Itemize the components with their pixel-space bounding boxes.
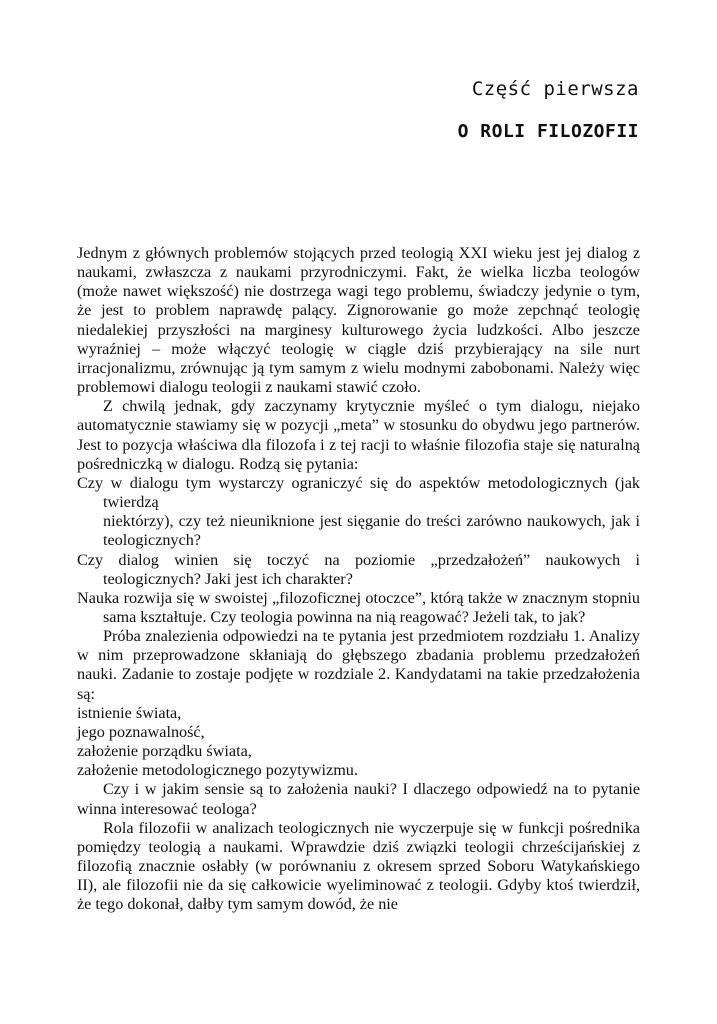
question-2: Czy dialog winien się toczyć na poziomie „przedzałożeń” naukowych i teologicznych? Jaki jest ich charakter? xyxy=(77,550,640,588)
list-item-3: założenie porządku świata, xyxy=(77,742,252,761)
paragraph-2: Z chwilą jednak, gdy zaczynamy krytycznie myśleć o tym dialogu, niejako automatycznie stawiamy się w pozycji „meta” w stosunku do obydwu jego partnerów. Jest to pozycja właściwa dla filozofa i z tej racji to właśnie filozofia staje się naturalną pośredniczką w dialogu. Rodzą się pytania: xyxy=(77,397,640,473)
paragraph-4: Czy i w jakim sensie są to założenia nauki? I dlaczego odpowiedź na to pytanie winna interesować teologa? xyxy=(77,780,640,818)
question-3: Nauka rozwija się w swoistej „filozoficznej otoczce”, którą także w znacznym stopniu sama kształtuje. Czy teologia powinna na nią reagować? Jeżeli tak, to jak? xyxy=(77,588,640,626)
paragraph-1: Jednym z głównych problemów stojących przed teologią XXI wieku jest jej dialog z naukami, zwłaszcza z naukami przyrodniczymi. Fakt, że wielka liczba teologów (może nawet większość) nie dostrzega wagi tego problemu, świadczy jedynie o tym, że jest to problem naprawdę palący. Zignorowanie go może zepchnąć teologię niedalekiej przyszłości na marginesy kulturowego życia ludzkości. Albo jeszcze wyraźniej – może włączyć teologię w ciągle dziś przybierający na sile nurt irracjonalizmu, zrównując ją tym samym z wielu modnymi zabobonami. Należy więc problemowi dialogu teologii z naukami stawić czoło. xyxy=(77,244,640,397)
paragraph-3: Próba znalezienia odpowiedzi na te pytania jest przedmiotem rozdziału 1. Analizy w nim przeprowadzone skłaniają do głębszego zbadania problemu przedzałożeń nauki. Zadanie to zostaje podjęte w rozdziale 2. Kandydatami na takie przedzałożenia są: xyxy=(77,627,640,703)
list-item-2: jego poznawalność, xyxy=(77,722,205,741)
chapter-title: O ROLI FILOZOFII xyxy=(457,121,639,142)
part-label: Część pierwsza xyxy=(471,78,639,100)
body-text xyxy=(77,244,640,914)
list-item-4: założenie metodologicznego pozytywizmu. xyxy=(77,761,358,780)
question-1a: Czy w dialogu tym wystarczy ograniczyć się do aspektów metodologicznych (jak twierdzą xyxy=(77,473,640,512)
list-item-1: istnienie świata, xyxy=(77,703,182,722)
question-1b: niektórzy), czy też nieuniknione jest sięganie do treści zarówno naukowych, jak i teologicznych? xyxy=(103,512,640,550)
paragraph-5: Rola filozofii w analizach teologicznych nie wyczerpuje się w funkcji pośrednika pomiędzy teologią a naukami. Wprawdzie dziś związki teologii chrześcijańskiej z filozofią znacznie osłabły (w porównaniu z okresem sprzed Soboru Watykańskiego II), ale filozofii nie da się całkowicie wyeliminować z teologii. Gdyby ktoś twierdził, że tego dokonał, dałby tym samym dowód, że nie xyxy=(77,818,640,914)
